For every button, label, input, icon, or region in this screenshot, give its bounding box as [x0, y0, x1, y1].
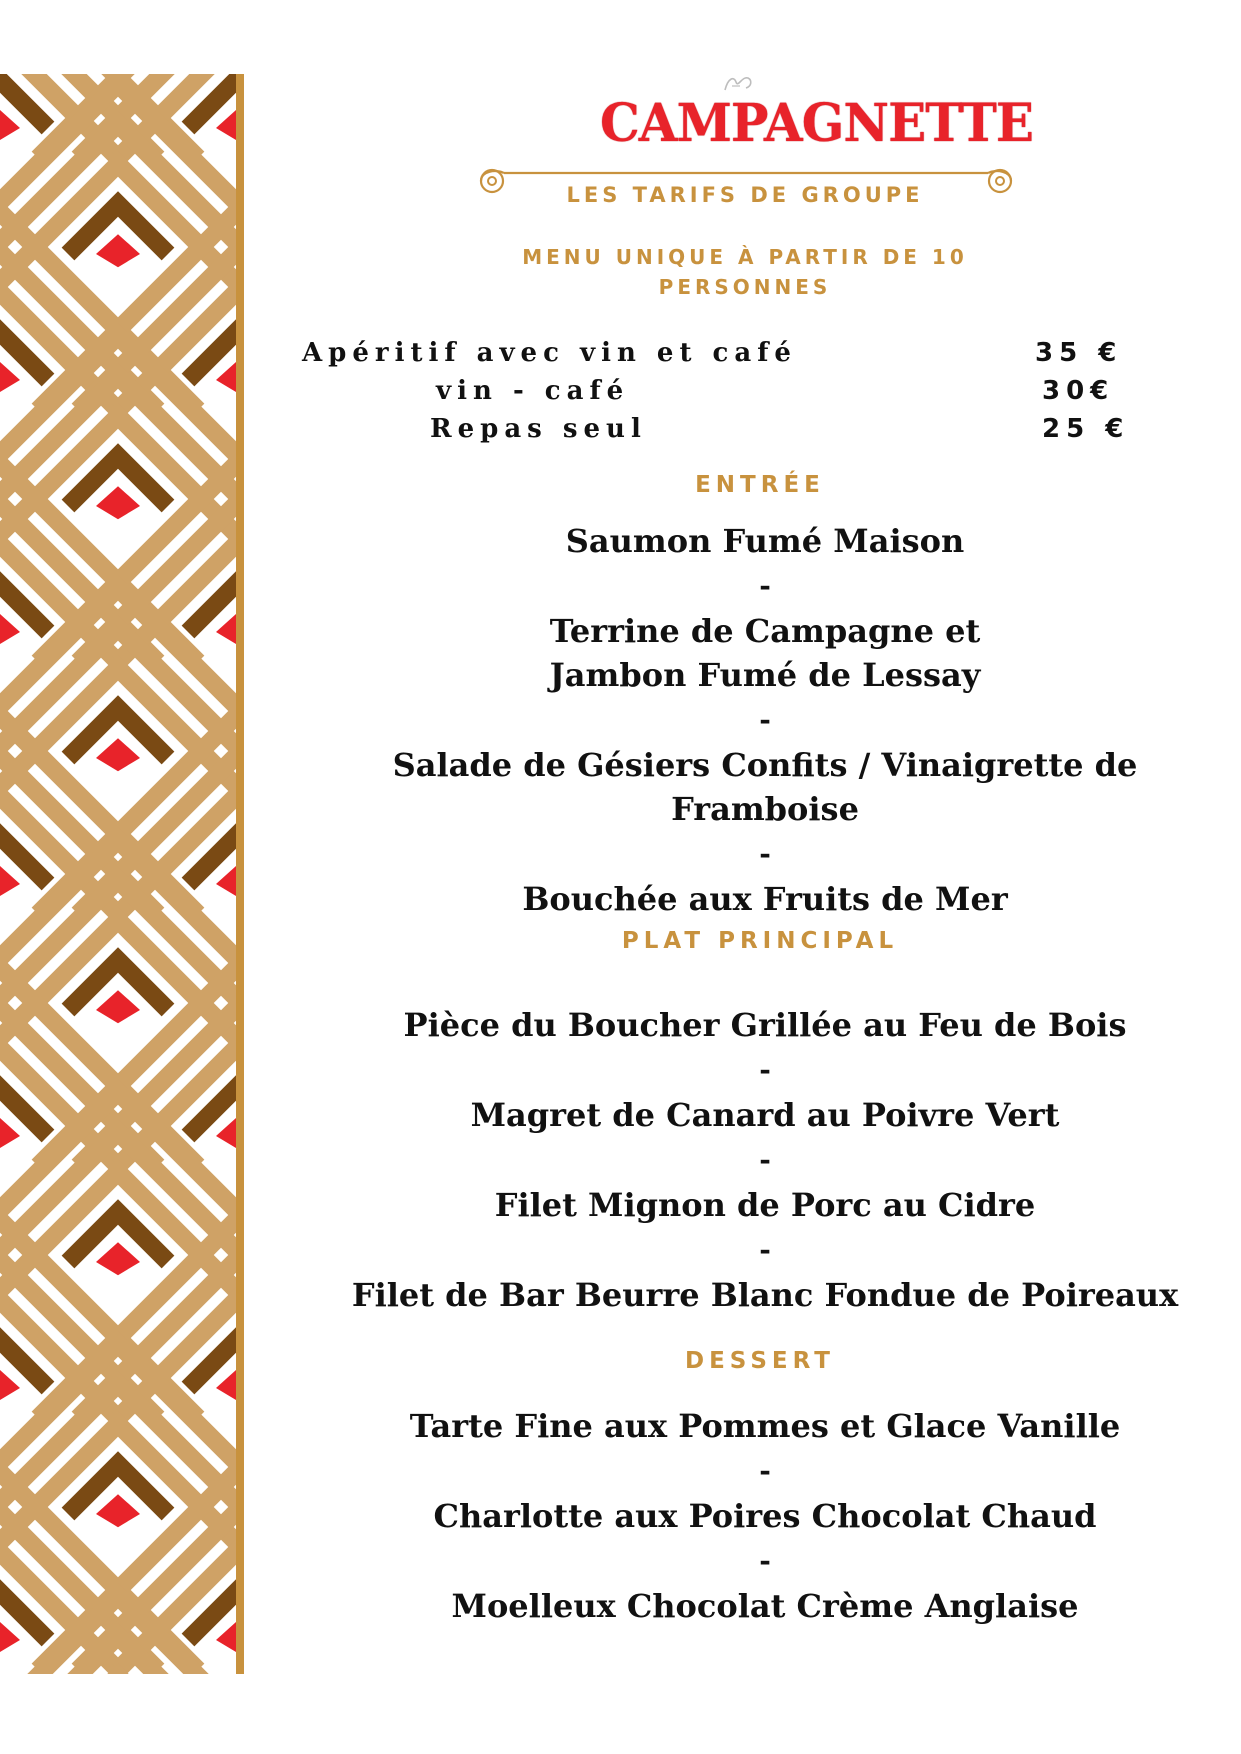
red-diamond [0, 612, 20, 645]
price-row [290, 338, 1150, 376]
red-diamond [96, 234, 140, 267]
brand-logo [600, 88, 1033, 158]
price-row [290, 376, 1150, 414]
red-diamond [216, 864, 236, 897]
price-label: Apéritif avec vin et café [302, 338, 797, 368]
price-value: 25 € [1042, 414, 1130, 444]
dish-item: Salade de Gésiers Confits / Vinaigrette de Framboise [392, 746, 1138, 828]
red-diamond [0, 1368, 20, 1401]
red-diamond [0, 1116, 20, 1149]
dish-item: Tarte Fine aux Pommes et Glace Vanille [409, 1407, 1121, 1445]
menu-unique-note: MENU UNIQUE À PARTIR DE 10 PERSONNES [522, 245, 968, 299]
chevron-pattern-graphic [0, 74, 236, 1674]
vertical-gold-rule [236, 74, 244, 1674]
decorative-pattern [0, 74, 236, 1674]
red-diamond [216, 1116, 236, 1149]
dish-item: Filet de Bar Beurre Blanc Fondue de Poireaux [351, 1276, 1179, 1314]
plat-dishes [330, 1003, 1200, 1317]
dish-item: Terrine de Campagne et [549, 612, 981, 650]
red-diamond [0, 1620, 20, 1653]
dish-item: Jambon Fumé de Lessay [549, 656, 981, 694]
dish-separator: - [759, 837, 771, 870]
dish-item: Charlotte aux Poires Chocolat Chaud [433, 1497, 1097, 1535]
price-value: 30€ [1042, 376, 1115, 406]
red-diamond [216, 360, 236, 393]
red-diamond [216, 108, 236, 141]
red-diamond [216, 1368, 236, 1401]
dish-item: Bouchée aux Fruits de Mer [522, 880, 1008, 918]
price-value: 35 € [1035, 338, 1123, 368]
red-diamond [96, 738, 140, 771]
red-diamond [0, 108, 20, 141]
price-label: Repas seul [430, 414, 647, 444]
dish-separator: - [759, 1143, 771, 1176]
dish-separator: - [759, 1454, 771, 1487]
dish-separator: - [759, 1544, 771, 1577]
dish-item: Saumon Fumé Maison [565, 522, 965, 560]
dish-item: Moelleux Chocolat Crème Anglaise [451, 1587, 1079, 1625]
dish-separator: - [759, 703, 771, 736]
dish-separator: - [759, 569, 771, 602]
price-row [290, 414, 1150, 452]
plat-principal-heading: PLAT PRINCIPAL [621, 928, 899, 954]
entree-dishes [330, 519, 1200, 921]
red-diamond [96, 1494, 140, 1527]
dessert-heading: DESSERT [685, 1348, 835, 1374]
dish-separator: - [759, 1053, 771, 1086]
red-diamond [216, 612, 236, 645]
red-diamond [96, 1242, 140, 1275]
price-label: vin - café [436, 376, 630, 406]
group-rates-subtitle: LES TARIFS DE GROUPE [566, 183, 924, 207]
red-diamond [96, 486, 140, 519]
red-diamond [0, 360, 20, 393]
dish-item: Pièce du Boucher Grillée au Feu de Bois [403, 1006, 1127, 1044]
entree-heading: ENTRÉE [695, 472, 825, 498]
dish-separator: - [759, 1233, 771, 1266]
red-diamond [216, 1620, 236, 1653]
red-diamond [96, 990, 140, 1023]
dish-item: Magret de Canard au Poivre Vert [470, 1096, 1060, 1134]
brand-name: CAMPAGNETTE [600, 91, 1033, 154]
dessert-dishes [330, 1404, 1200, 1628]
red-diamond [0, 864, 20, 897]
dish-item: Filet Mignon de Porc au Cidre [494, 1186, 1036, 1224]
